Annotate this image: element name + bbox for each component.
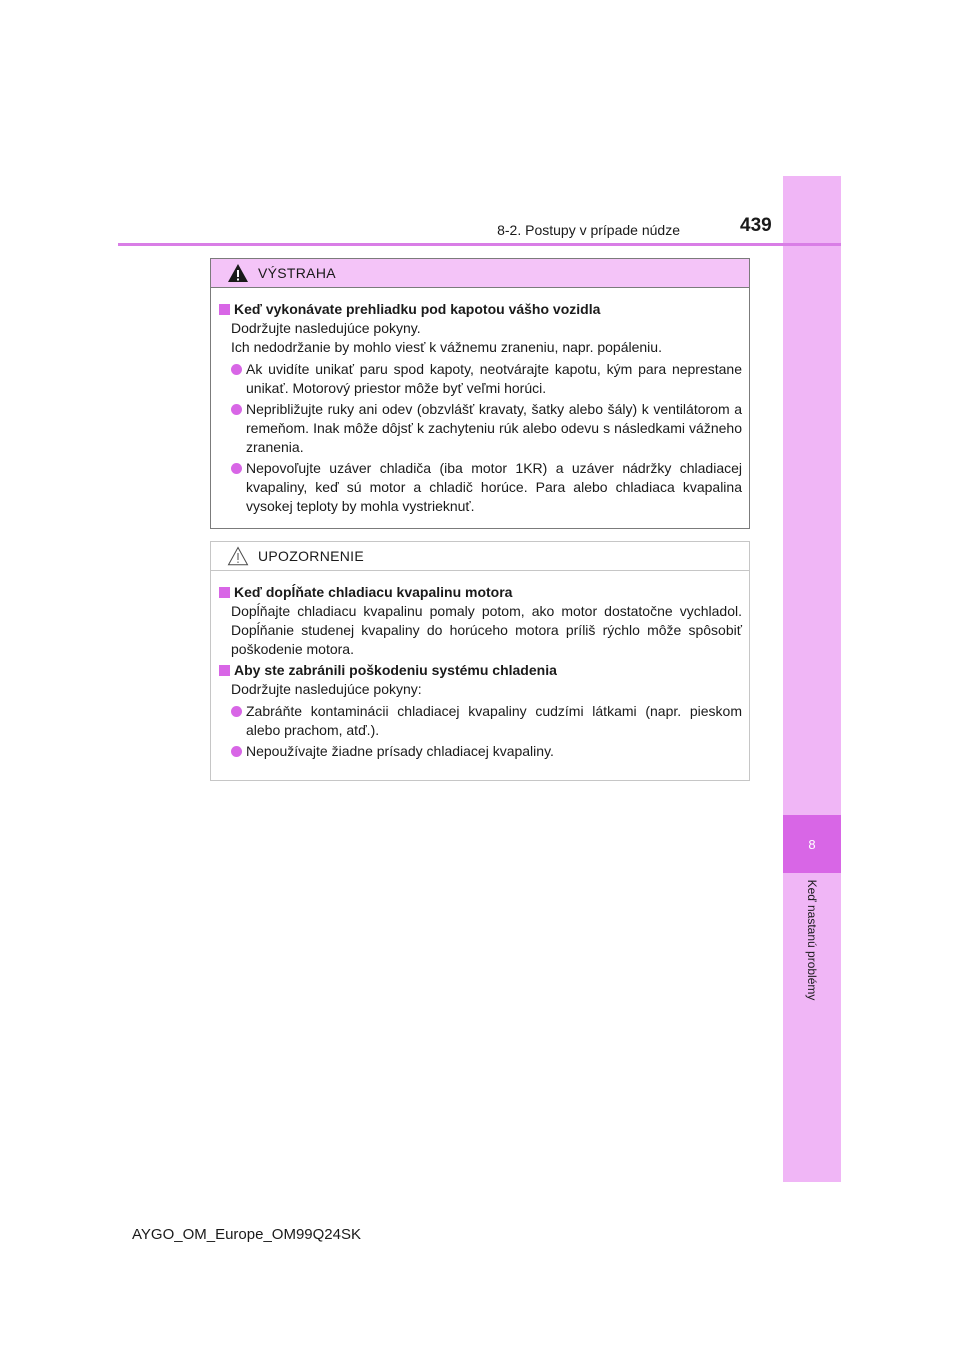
list-item-text: Ak uvidíte unikať paru spod kapoty, neotvárajte kapotu, kým para neprestane unikať. Motorový priestor môže byť veľmi horúci. — [246, 361, 742, 396]
warning-box — [210, 258, 750, 529]
list-item — [219, 400, 742, 457]
warning-intro-2: Ich nedodržanie by mohlo viesť k vážnemu zraneniu, napr. popáleniu. — [231, 339, 662, 355]
warning-triangle-icon — [227, 263, 249, 283]
caution-heading-1 — [219, 583, 742, 602]
caution-header — [211, 542, 749, 571]
list-item — [219, 742, 742, 761]
warning-intro-1: Dodržujte nasledujúce pokyny. — [231, 320, 421, 336]
list-item — [219, 360, 742, 398]
round-bullet-icon — [231, 364, 242, 375]
warning-heading — [219, 300, 742, 319]
round-bullet-icon — [231, 404, 242, 415]
section-title: 8-2. Postupy v prípade núdze — [497, 222, 680, 238]
page-number: 439 — [740, 215, 772, 236]
square-bullet-icon — [219, 665, 230, 676]
caution-heading-2-text: Aby ste zabránili poškodeniu systému chladenia — [234, 662, 557, 678]
list-item — [219, 702, 742, 740]
square-bullet-icon — [219, 587, 230, 598]
warning-header — [211, 259, 749, 288]
caution-title: UPOZORNENIE — [258, 548, 364, 564]
warning-body — [211, 288, 749, 516]
chapter-number-tab: 8 — [783, 815, 841, 873]
caution-para-2: Dodržujte nasledujúce pokyny: — [231, 681, 422, 697]
list-item-text: Nepribližujte ruky ani odev (obzvlášť kravaty, šatky alebo šály) k ventilátorom a remeňom. Inak môže dôjsť k zachyteniu rúk alebo odevu s následkami vážneho zranenia. — [246, 401, 742, 455]
caution-box — [210, 541, 750, 781]
warning-title: VÝSTRAHA — [258, 265, 336, 281]
warning-heading-text: Keď vykonávate prehliadku pod kapotou vášho vozidla — [234, 301, 601, 317]
chapter-title-tab: Keď nastanú problémy — [805, 879, 819, 1001]
header-rule — [118, 243, 841, 246]
caution-para-1: Dopĺňajte chladiacu kvapalinu pomaly potom, ako motor dostatočne vychladol. Dopĺňanie studenej kvapaliny do horúceho motora príliš rýchlo môže spôsobiť poškodenie motora. — [231, 603, 742, 657]
caution-heading-1-text: Keď dopĺňate chladiacu kvapalinu motora — [234, 584, 513, 600]
side-tab — [783, 176, 841, 1182]
list-item-text: Nepovoľujte uzáver chladiča (iba motor 1KR) a uzáver nádržky chladiacej kvapaliny, keď sú motor a chladič horúce. Para alebo chladiaca kvapalina vysokej teploty by mohla vystrieknuť. — [246, 460, 742, 514]
document-code: AYGO_OM_Europe_OM99Q24SK — [132, 1226, 361, 1243]
list-item-text: Nepoužívajte žiadne prísady chladiacej kvapaliny. — [246, 743, 554, 759]
list-item — [219, 459, 742, 516]
list-item-text: Zabráňte kontaminácii chladiacej kvapaliny cudzími látkami (napr. pieskom alebo prachom, atď.). — [246, 703, 742, 738]
caution-triangle-icon — [227, 546, 249, 566]
round-bullet-icon — [231, 746, 242, 757]
round-bullet-icon — [231, 706, 242, 717]
square-bullet-icon — [219, 304, 230, 315]
caution-heading-2 — [219, 661, 742, 680]
caution-body — [211, 571, 749, 761]
round-bullet-icon — [231, 463, 242, 474]
